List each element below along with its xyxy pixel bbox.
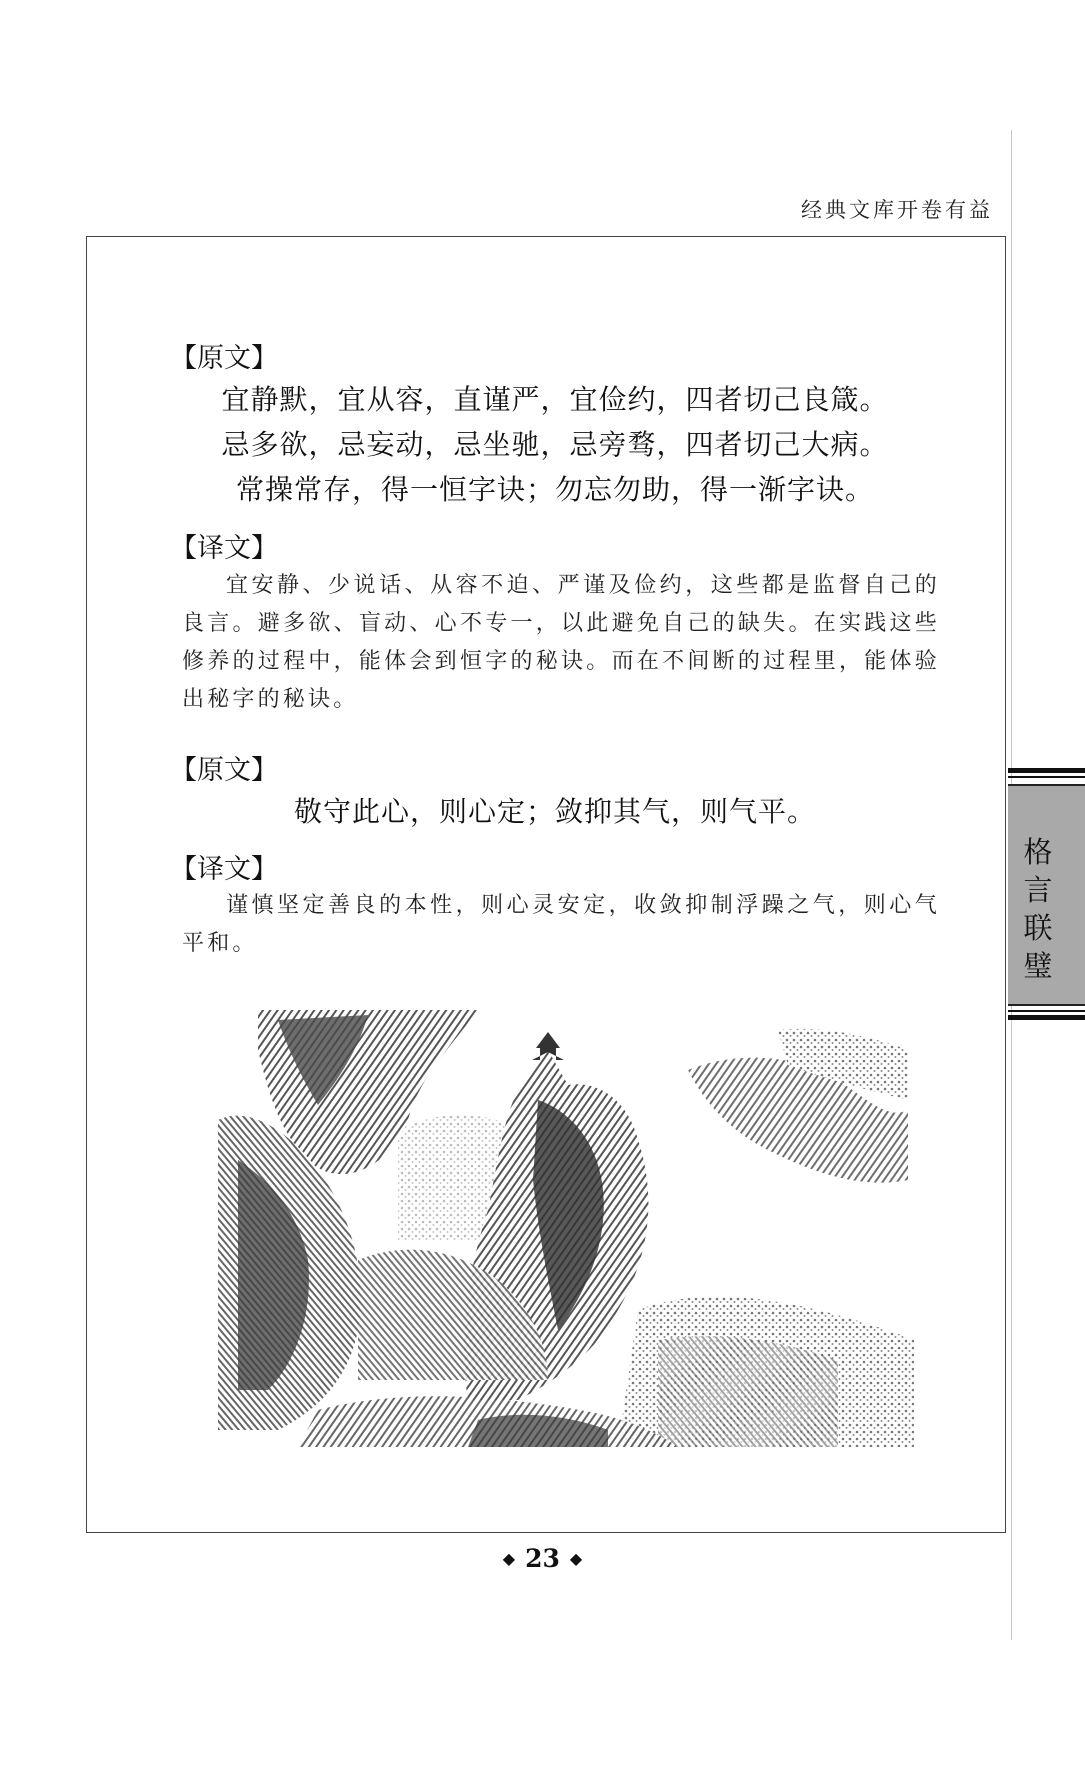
page-number-footer [0, 1544, 1085, 1573]
verse-line-2: 忌多欲，忌妄动，忌坐驰，忌旁骛，四者切己大病。 [221, 428, 889, 461]
translation-paragraph-2: 谨慎坚定善良的本性，则心灵安定，收敛抑制浮躁之气，则心气平和。 [182, 893, 940, 956]
tab-top-rule-thin [1008, 776, 1085, 778]
section-label-original-1: 【原文】 [170, 343, 278, 374]
ornament-left: ◆ [502, 1549, 516, 1568]
verse-line-4: 敬守此心，则心定；敛抑其气，则气平。 [293, 795, 816, 828]
tab-box [1008, 784, 1085, 1006]
right-lower-slope-shadow [658, 1336, 838, 1447]
section-label-translation-1: 【译文】 [170, 533, 278, 564]
tab-char-3: 联 [1023, 911, 1053, 945]
tab-bottom-rule-thick [1008, 1015, 1085, 1020]
section-label-translation-2: 【译文】 [170, 854, 278, 885]
tab-char-4: 璧 [1023, 949, 1053, 983]
tab-char-1: 格 [1023, 835, 1053, 869]
running-title: 经典文库开卷有益 [801, 198, 993, 222]
chapter-side-tab [1008, 768, 1085, 1022]
verse-line-3: 常操常存，得一恒字诀；勿忘勿助，得一渐字诀。 [235, 473, 874, 506]
page-number: 23 [525, 1544, 560, 1573]
ornament-right: ◆ [569, 1549, 583, 1568]
translation-paragraph-1: 宜安静、少说话、从容不迫、严谨及俭约，这些都是监督自己的良言。避多欲、盲动、心不专一，以此避免自己的缺失。在实践这些修养的过程中，能体会到恒字的秘诀。而在不间断的过程里，能体验出秘字的秘诀。 [182, 573, 940, 712]
tab-char-2: 言 [1023, 873, 1053, 907]
landscape-illustration [218, 1010, 914, 1447]
tab-top-rule-thick [1008, 768, 1085, 773]
section-label-original-2: 【原文】 [170, 755, 278, 786]
tab-bottom-rule-thin [1008, 1010, 1085, 1012]
verse-line-1: 宜静默，宜从容，直谨严，宜俭约，四者切己良箴。 [221, 383, 889, 416]
